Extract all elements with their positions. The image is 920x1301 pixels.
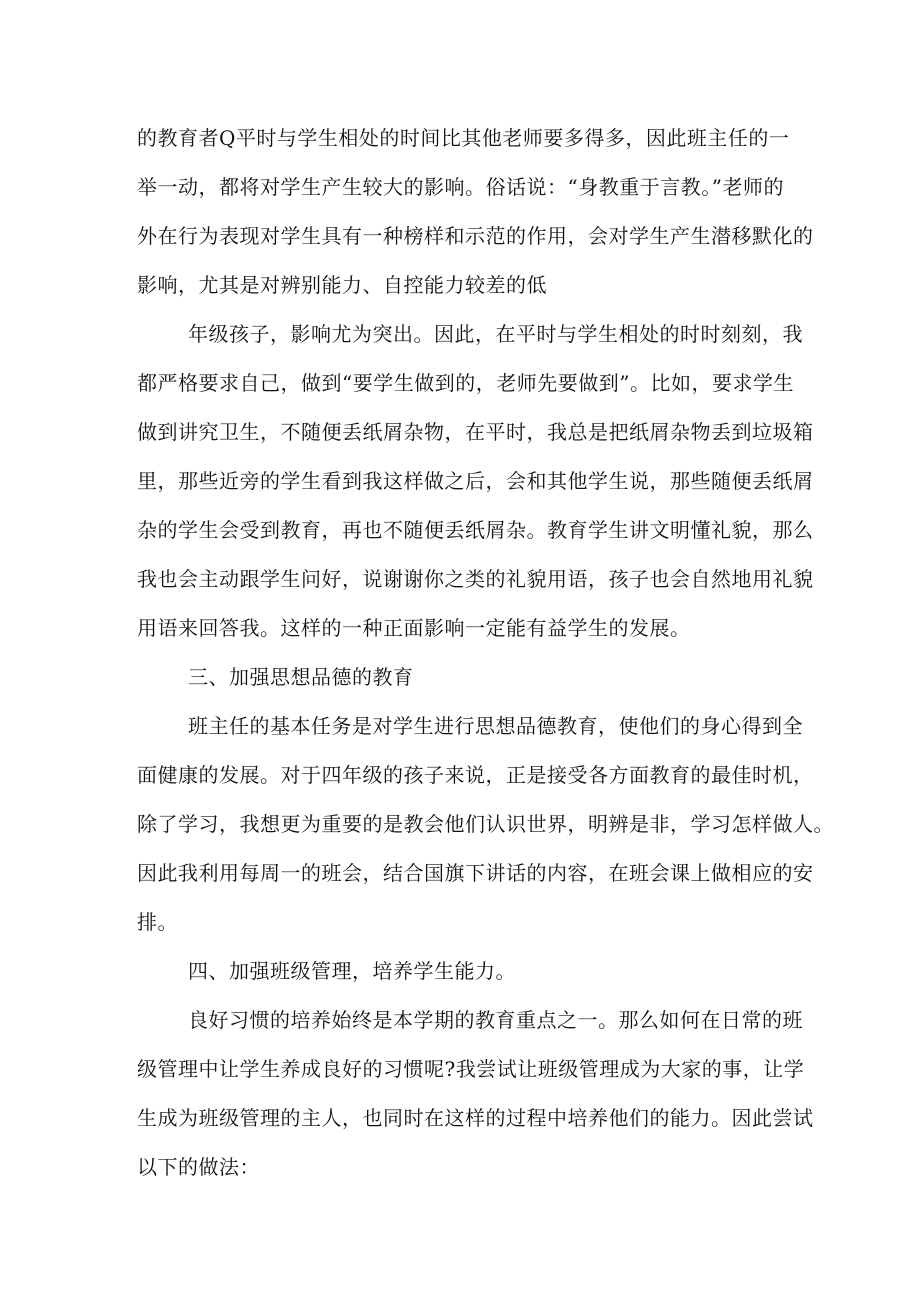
paragraph-line: 除了学习，我想更为重要的是教会他们认识世界，明辨是非，学习怎样做人。	[137, 812, 834, 836]
paragraph-line: 做到讲究卫生，不随便丢纸屑杂物，在平时，我总是把纸屑杂物丢到垃圾箱	[137, 420, 814, 444]
paragraph-line: 班主任的基本任务是对学生进行思想品德教育，使他们的身心得到全	[188, 714, 803, 738]
paragraph-line: 外在行为表现对学生具有一种榜样和示范的作用，会对学生产生潜移默化的	[137, 224, 814, 248]
paragraph-line: 影响，尤其是对辨别能力、自控能力较差的低	[137, 273, 547, 297]
paragraph-line: 的教育者Q平时与学生相处的时间比其他老师要多得多，因此班主任的一	[137, 126, 790, 150]
paragraph-line: 良好习惯的培养始终是本学期的教育重点之一。那么如何在日常的班	[188, 1008, 803, 1032]
paragraph-line: 因此我利用每周一的班会，结合国旗下讲话的内容，在班会课上做相应的安	[137, 861, 814, 885]
section-heading: 三、加强思想品德的教育	[188, 665, 414, 689]
paragraph-line: 我也会主动跟学生问好，说谢谢你之类的礼貌用语，孩子也会自然地用礼貌	[137, 567, 814, 591]
paragraph-line: 杂的学生会受到教育，再也不随便丢纸屑杂。教育学生讲文明懂礼貌，那么	[137, 518, 814, 542]
paragraph-line: 生成为班级管理的主人，也同时在这样的过程中培养他们的能力。因此尝试	[137, 1106, 814, 1130]
paragraph-line: 年级孩子，影响尤为突出。因此，在平时与学生相处的时时刻刻，我	[188, 322, 803, 346]
paragraph-line: 里，那些近旁的学生看到我这样做之后，会和其他学生说，那些随便丢纸屑	[137, 469, 814, 493]
paragraph-line: 级管理中让学生养成良好的习惯呢?我尝试让班级管理成为大家的事，让学	[137, 1057, 805, 1081]
section-heading: 四、加强班级管理，培养学生能力。	[188, 959, 516, 983]
paragraph-line: 举一动，都将对学生产生较大的影响。俗话说：“身教重于言教。”老师的	[137, 175, 784, 199]
paragraph-line: 用语来回答我。这样的一种正面影响一定能有益学生的发展。	[137, 616, 691, 640]
paragraph-line: 排。	[137, 910, 178, 934]
paragraph-line: 面健康的发展。对于四年级的孩子来说，正是接受各方面教育的最佳时机，	[137, 763, 814, 787]
paragraph-line: 以下的做法：	[137, 1155, 260, 1179]
paragraph-line: 都严格要求自己，做到“要学生做到的，老师先要做到”。比如，要求学生	[137, 371, 794, 395]
